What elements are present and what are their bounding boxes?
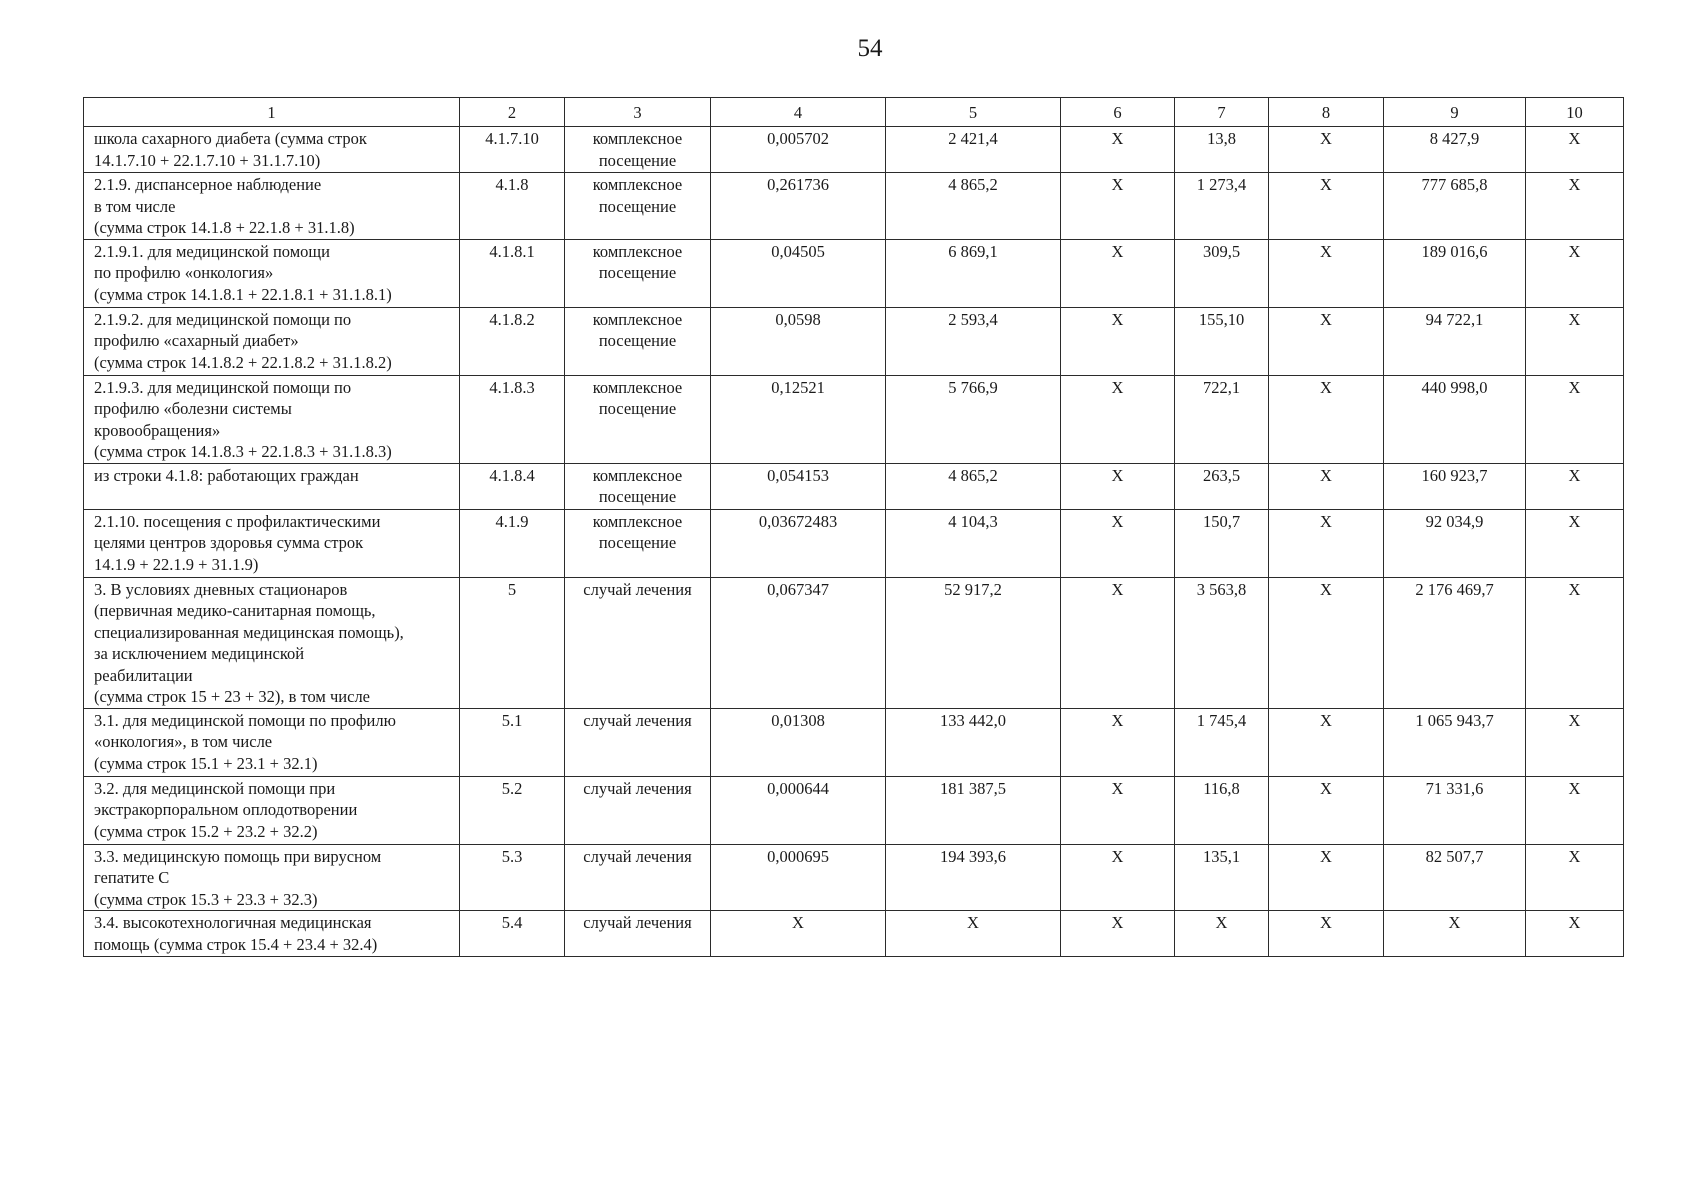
row-name-cell <box>84 375 460 463</box>
cell-value: Х <box>1568 309 1581 329</box>
cell-value: 0,01308 <box>771 710 825 730</box>
cell-value: Х <box>1111 913 1124 932</box>
cell-value: Х <box>1568 465 1581 485</box>
table-row <box>84 127 1624 173</box>
cell-value: Х <box>1111 241 1124 261</box>
column-number-10: 10 <box>1526 98 1624 127</box>
table-cell-col-9 <box>1384 708 1526 776</box>
cell-value: 94 722,1 <box>1425 309 1484 329</box>
cell-value: 4.1.8.3 <box>489 377 535 397</box>
cell-value: Х <box>1111 710 1124 730</box>
cell-value: Х <box>1111 511 1124 531</box>
cell-value: Х <box>1448 913 1461 932</box>
row-name-cell <box>84 708 460 776</box>
cell-value: Х <box>1320 175 1332 194</box>
table-row <box>84 509 1624 577</box>
table-cell-col-7 <box>1175 708 1269 776</box>
cell-value: комплексное посещение <box>592 129 683 170</box>
table-cell-col-8 <box>1269 173 1384 240</box>
cell-value: 777 685,8 <box>1421 175 1488 194</box>
cell-value: Х <box>1568 579 1581 599</box>
table-cell-col-7 <box>1175 239 1269 307</box>
table-cell-col-3 <box>565 239 711 307</box>
row-name-text: 3.2. для медицинской помощи при экстракорпоральном оплодотворении (сумма строк 15.2 + 23.2 + 32.2) <box>94 778 358 841</box>
table-cell-col-3 <box>565 173 711 240</box>
cell-value: 4.1.8.2 <box>489 309 535 329</box>
table-cell-col-5 <box>886 509 1061 577</box>
table-cell-col-5 <box>886 127 1061 173</box>
cell-value: Х <box>1111 778 1124 798</box>
row-name-text: 2.1.9. диспансерное наблюдение в том числе (сумма строк 14.1.8 + 22.1.8 + 31.1.8) <box>94 175 355 237</box>
cell-value: 2 176 469,7 <box>1415 579 1494 599</box>
table-row <box>84 776 1624 844</box>
table-cell-col-6 <box>1061 844 1175 911</box>
table-cell-col-4 <box>711 375 886 463</box>
table-cell-col-5 <box>886 708 1061 776</box>
cell-value: Х <box>1111 377 1124 397</box>
column-number-9: 9 <box>1384 98 1526 127</box>
table-cell-col-5 <box>886 463 1061 509</box>
cell-value: случай лечения <box>583 579 692 599</box>
cell-value: 189 016,6 <box>1421 241 1488 261</box>
table-cell-col-4 <box>711 708 886 776</box>
column-number-4: 4 <box>711 98 886 127</box>
table-cell-col-5 <box>886 577 1061 708</box>
row-name-cell <box>84 307 460 375</box>
cell-value: 150,7 <box>1202 511 1241 531</box>
cell-value: Х <box>1111 465 1124 485</box>
table-cell-col-8 <box>1269 708 1384 776</box>
cell-value: случай лечения <box>583 913 692 932</box>
cell-value: Х <box>1320 846 1332 866</box>
cell-value: Х <box>967 913 979 932</box>
table-cell-col-7 <box>1175 463 1269 509</box>
cell-value: 2 421,4 <box>948 129 998 148</box>
row-name-cell <box>84 577 460 708</box>
cell-value: Х <box>1320 579 1332 599</box>
table-cell-col-5 <box>886 173 1061 240</box>
table-cell-col-4 <box>711 239 886 307</box>
cell-value: Х <box>1568 511 1581 531</box>
table-cell-col-3 <box>565 911 711 957</box>
cell-value: Х <box>1320 511 1332 531</box>
table-cell-col-2 <box>460 577 565 708</box>
row-name-cell <box>84 173 460 240</box>
table-cell-col-9 <box>1384 463 1526 509</box>
cell-value: 4 865,2 <box>948 175 998 194</box>
table-row <box>84 239 1624 307</box>
cell-value: 0,000695 <box>767 846 829 866</box>
cell-value: Х <box>1568 241 1581 261</box>
table-cell-col-3 <box>565 463 711 509</box>
cell-value: 0,005702 <box>767 129 829 148</box>
cell-value: комплексное посещение <box>592 175 683 216</box>
table-cell-col-8 <box>1269 776 1384 844</box>
table-row <box>84 173 1624 240</box>
table-cell-col-9 <box>1384 375 1526 463</box>
table-row <box>84 911 1624 957</box>
cell-value: 5.4 <box>501 913 523 932</box>
table-row <box>84 577 1624 708</box>
cell-value: Х <box>1320 913 1332 932</box>
table-cell-col-3 <box>565 708 711 776</box>
table-cell-col-7 <box>1175 173 1269 240</box>
cell-value: Х <box>1320 241 1332 261</box>
table-cell-col-10 <box>1526 911 1624 957</box>
row-name-cell <box>84 463 460 509</box>
row-name-text: 3.1. для медицинской помощи по профилю «онкология», в том числе (сумма строк 15.1 + 23.1 + 32.1) <box>94 710 396 773</box>
cell-value: Х <box>1320 129 1332 148</box>
row-name-text: 2.1.9.3. для медицинской помощи по профилю «болезни системы кровообращения» (сумма строк 14.1.8.3 + 22.1.8.3 + 31.1.8.3) <box>94 377 392 461</box>
medical-care-volume-table <box>83 97 1624 957</box>
cell-value: Х <box>1568 778 1581 798</box>
table-cell-col-5 <box>886 844 1061 911</box>
cell-value: 440 998,0 <box>1421 377 1488 397</box>
table-cell-col-7 <box>1175 127 1269 173</box>
table-cell-col-6 <box>1061 708 1175 776</box>
cell-value: комплексное посещение <box>592 241 683 282</box>
table-cell-col-5 <box>886 375 1061 463</box>
cell-value: 135,1 <box>1202 846 1241 866</box>
cell-value: 5.2 <box>501 778 523 798</box>
table-cell-col-2 <box>460 776 565 844</box>
table-cell-col-2 <box>460 911 565 957</box>
row-name-text: из строки 4.1.8: работающих граждан <box>94 465 359 485</box>
cell-value: Х <box>1111 309 1124 329</box>
cell-value: 0,0598 <box>775 309 821 329</box>
table-cell-col-8 <box>1269 911 1384 957</box>
table-cell-col-10 <box>1526 239 1624 307</box>
cell-value: 82 507,7 <box>1425 846 1484 866</box>
table-cell-col-6 <box>1061 577 1175 708</box>
table-row <box>84 307 1624 375</box>
cell-value: 3 563,8 <box>1196 579 1247 599</box>
cell-value: комплексное посещение <box>592 309 683 350</box>
column-number-1: 1 <box>84 98 460 127</box>
table-cell-col-3 <box>565 844 711 911</box>
cell-value: 4.1.8.4 <box>489 465 535 485</box>
table-cell-col-6 <box>1061 375 1175 463</box>
cell-value: Х <box>1111 129 1124 148</box>
table-cell-col-4 <box>711 577 886 708</box>
table-cell-col-4 <box>711 844 886 911</box>
table-cell-col-6 <box>1061 463 1175 509</box>
row-name-cell <box>84 127 460 173</box>
table-cell-col-9 <box>1384 509 1526 577</box>
table-cell-col-3 <box>565 375 711 463</box>
cell-value: Х <box>1568 710 1581 730</box>
table-cell-col-5 <box>886 911 1061 957</box>
table-cell-col-2 <box>460 239 565 307</box>
cell-value: 92 034,9 <box>1425 511 1484 531</box>
cell-value: Х <box>1568 175 1581 194</box>
table-cell-col-7 <box>1175 307 1269 375</box>
table-cell-col-6 <box>1061 173 1175 240</box>
cell-value: 4.1.7.10 <box>485 129 539 148</box>
table-cell-col-6 <box>1061 307 1175 375</box>
cell-value: 8 427,9 <box>1429 129 1480 148</box>
table-header-row <box>84 98 1624 127</box>
cell-value: 0,04505 <box>771 241 825 261</box>
row-name-cell <box>84 239 460 307</box>
cell-value: Х <box>1111 579 1124 599</box>
cell-value: 4.1.9 <box>495 511 529 531</box>
table-cell-col-5 <box>886 239 1061 307</box>
cell-value: 194 393,6 <box>940 846 1006 866</box>
table-cell-col-4 <box>711 509 886 577</box>
table-cell-col-8 <box>1269 239 1384 307</box>
table-cell-col-9 <box>1384 307 1526 375</box>
cell-value: 160 923,7 <box>1421 465 1488 485</box>
column-number-2: 2 <box>460 98 565 127</box>
table-row <box>84 708 1624 776</box>
cell-value: Х <box>1320 465 1332 485</box>
table-cell-col-4 <box>711 911 886 957</box>
table-cell-col-10 <box>1526 776 1624 844</box>
row-name-cell <box>84 844 460 911</box>
cell-value: 1 745,4 <box>1196 710 1247 730</box>
cell-value: 5.3 <box>501 846 523 866</box>
cell-value: случай лечения <box>583 846 692 866</box>
cell-value: Х <box>1568 377 1581 397</box>
cell-value: 4.1.8 <box>495 175 529 194</box>
table-cell-col-8 <box>1269 127 1384 173</box>
row-name-cell <box>84 509 460 577</box>
table-cell-col-4 <box>711 307 886 375</box>
table-cell-col-4 <box>711 776 886 844</box>
cell-value: 0,000644 <box>767 778 829 798</box>
cell-value: Х <box>1111 175 1124 194</box>
cell-value: 263,5 <box>1202 465 1241 485</box>
table-cell-col-10 <box>1526 463 1624 509</box>
table-row <box>84 375 1624 463</box>
table-cell-col-9 <box>1384 844 1526 911</box>
table-cell-col-8 <box>1269 463 1384 509</box>
cell-value: 0,054153 <box>767 465 829 485</box>
table-cell-col-6 <box>1061 239 1175 307</box>
table-cell-col-8 <box>1269 577 1384 708</box>
cell-value: 5.1 <box>501 710 523 730</box>
table-cell-col-9 <box>1384 776 1526 844</box>
cell-value: Х <box>1320 309 1332 329</box>
row-name-text: 2.1.9.1. для медицинской помощи по профилю «онкология» (сумма строк 14.1.8.1 + 22.1.8.1 + 31.1.8.1) <box>94 241 392 304</box>
table-cell-col-10 <box>1526 844 1624 911</box>
table-cell-col-10 <box>1526 173 1624 240</box>
table-cell-col-4 <box>711 173 886 240</box>
cell-value: Х <box>1568 129 1581 148</box>
cell-value: 6 869,1 <box>948 241 998 261</box>
table-cell-col-2 <box>460 173 565 240</box>
table-cell-col-4 <box>711 127 886 173</box>
table-cell-col-10 <box>1526 577 1624 708</box>
row-name-text: школа сахарного диабета (сумма строк 14.1.7.10 + 22.1.7.10 + 31.1.7.10) <box>94 129 367 170</box>
row-name-text: 3. В условиях дневных стационаров (первичная медико-санитарная помощь, специализированная медицинская помощь), за исключением медицинской реабилитации (сумма строк 15 + 23 + 32), в том числе <box>94 579 404 706</box>
table-cell-col-9 <box>1384 239 1526 307</box>
row-name-text: 3.3. медицинскую помощь при вирусном гепатите С (сумма строк 15.3 + 23.3 + 32.3) <box>94 846 382 909</box>
table-row <box>84 463 1624 509</box>
table-cell-col-3 <box>565 127 711 173</box>
table-cell-col-3 <box>565 776 711 844</box>
cell-value: 0,261736 <box>767 175 829 194</box>
cell-value: Х <box>792 913 804 932</box>
cell-value: 181 387,5 <box>940 778 1006 798</box>
page-number: 54 <box>857 35 883 62</box>
table-cell-col-10 <box>1526 375 1624 463</box>
cell-value: 13,8 <box>1207 129 1236 148</box>
cell-value: 2 593,4 <box>948 309 998 329</box>
table-cell-col-4 <box>711 463 886 509</box>
table-cell-col-9 <box>1384 173 1526 240</box>
cell-value: 722,1 <box>1202 377 1241 397</box>
cell-value: 1 065 943,7 <box>1415 710 1494 730</box>
cell-value: 133 442,0 <box>940 710 1006 730</box>
table-cell-col-10 <box>1526 127 1624 173</box>
column-number-7: 7 <box>1175 98 1269 127</box>
table-cell-col-7 <box>1175 509 1269 577</box>
table-cell-col-7 <box>1175 844 1269 911</box>
row-name-text: 2.1.10. посещения с профилактическими целями центров здоровья сумма строк 14.1.9 + 22.1.9 + 31.1.9) <box>94 511 381 574</box>
cell-value: Х <box>1320 778 1332 798</box>
table-cell-col-2 <box>460 375 565 463</box>
table-cell-col-8 <box>1269 375 1384 463</box>
cell-value: 0,03672483 <box>758 511 838 531</box>
column-number-3: 3 <box>565 98 711 127</box>
table-cell-col-8 <box>1269 307 1384 375</box>
table-cell-col-2 <box>460 708 565 776</box>
table-cell-col-8 <box>1269 844 1384 911</box>
table-cell-col-10 <box>1526 509 1624 577</box>
column-number-8: 8 <box>1269 98 1384 127</box>
cell-value: 309,5 <box>1202 241 1241 261</box>
table-cell-col-3 <box>565 577 711 708</box>
cell-value: 5 <box>507 579 517 599</box>
table-cell-col-9 <box>1384 127 1526 173</box>
table-cell-col-6 <box>1061 911 1175 957</box>
cell-value: комплексное посещение <box>592 377 683 418</box>
cell-value: Х <box>1568 846 1581 866</box>
table-cell-col-9 <box>1384 911 1526 957</box>
cell-value: 71 331,6 <box>1425 778 1484 798</box>
cell-value: 0,12521 <box>771 377 825 397</box>
table-row <box>84 844 1624 911</box>
cell-value: 4.1.8.1 <box>489 241 535 261</box>
cell-value: случай лечения <box>583 778 692 798</box>
row-name-text: 2.1.9.2. для медицинской помощи по профилю «сахарный диабет» (сумма строк 14.1.8.2 + 22.1.8.2 + 31.1.8.2) <box>94 309 392 372</box>
cell-value: комплексное посещение <box>592 465 683 506</box>
table-cell-col-8 <box>1269 509 1384 577</box>
cell-value: 0,067347 <box>767 579 829 599</box>
cell-value: 116,8 <box>1203 778 1240 798</box>
row-name-cell <box>84 911 460 957</box>
table-cell-col-10 <box>1526 307 1624 375</box>
cell-value: случай лечения <box>583 710 692 730</box>
table-cell-col-7 <box>1175 375 1269 463</box>
cell-value: Х <box>1320 377 1332 397</box>
table-cell-col-2 <box>460 509 565 577</box>
table-cell-col-2 <box>460 307 565 375</box>
table-cell-col-7 <box>1175 911 1269 957</box>
cell-value: 4 104,3 <box>948 511 998 531</box>
cell-value: Х <box>1111 846 1124 866</box>
table-cell-col-5 <box>886 776 1061 844</box>
cell-value: Х <box>1215 913 1228 932</box>
cell-value: 52 917,2 <box>944 579 1002 599</box>
table-cell-col-6 <box>1061 127 1175 173</box>
row-name-cell <box>84 776 460 844</box>
cell-value: 4 865,2 <box>948 465 998 485</box>
table-cell-col-3 <box>565 307 711 375</box>
cell-value: 1 273,4 <box>1196 175 1247 194</box>
table-cell-col-6 <box>1061 776 1175 844</box>
table-cell-col-2 <box>460 127 565 173</box>
table-cell-col-2 <box>460 844 565 911</box>
table-cell-col-10 <box>1526 708 1624 776</box>
row-name-text: 3.4. высокотехнологичная медицинская помощь (сумма строк 15.4 + 23.4 + 32.4) <box>94 913 378 954</box>
table-cell-col-3 <box>565 509 711 577</box>
table-cell-col-9 <box>1384 577 1526 708</box>
column-number-6: 6 <box>1061 98 1175 127</box>
cell-value: 155,10 <box>1198 309 1245 329</box>
table-cell-col-6 <box>1061 509 1175 577</box>
table-cell-col-5 <box>886 307 1061 375</box>
table-cell-col-7 <box>1175 776 1269 844</box>
column-number-5: 5 <box>886 98 1061 127</box>
cell-value: Х <box>1320 710 1332 730</box>
cell-value: 5 766,9 <box>948 377 998 397</box>
cell-value: Х <box>1568 913 1581 932</box>
table-cell-col-7 <box>1175 577 1269 708</box>
table-cell-col-2 <box>460 463 565 509</box>
cell-value: комплексное посещение <box>592 511 683 552</box>
